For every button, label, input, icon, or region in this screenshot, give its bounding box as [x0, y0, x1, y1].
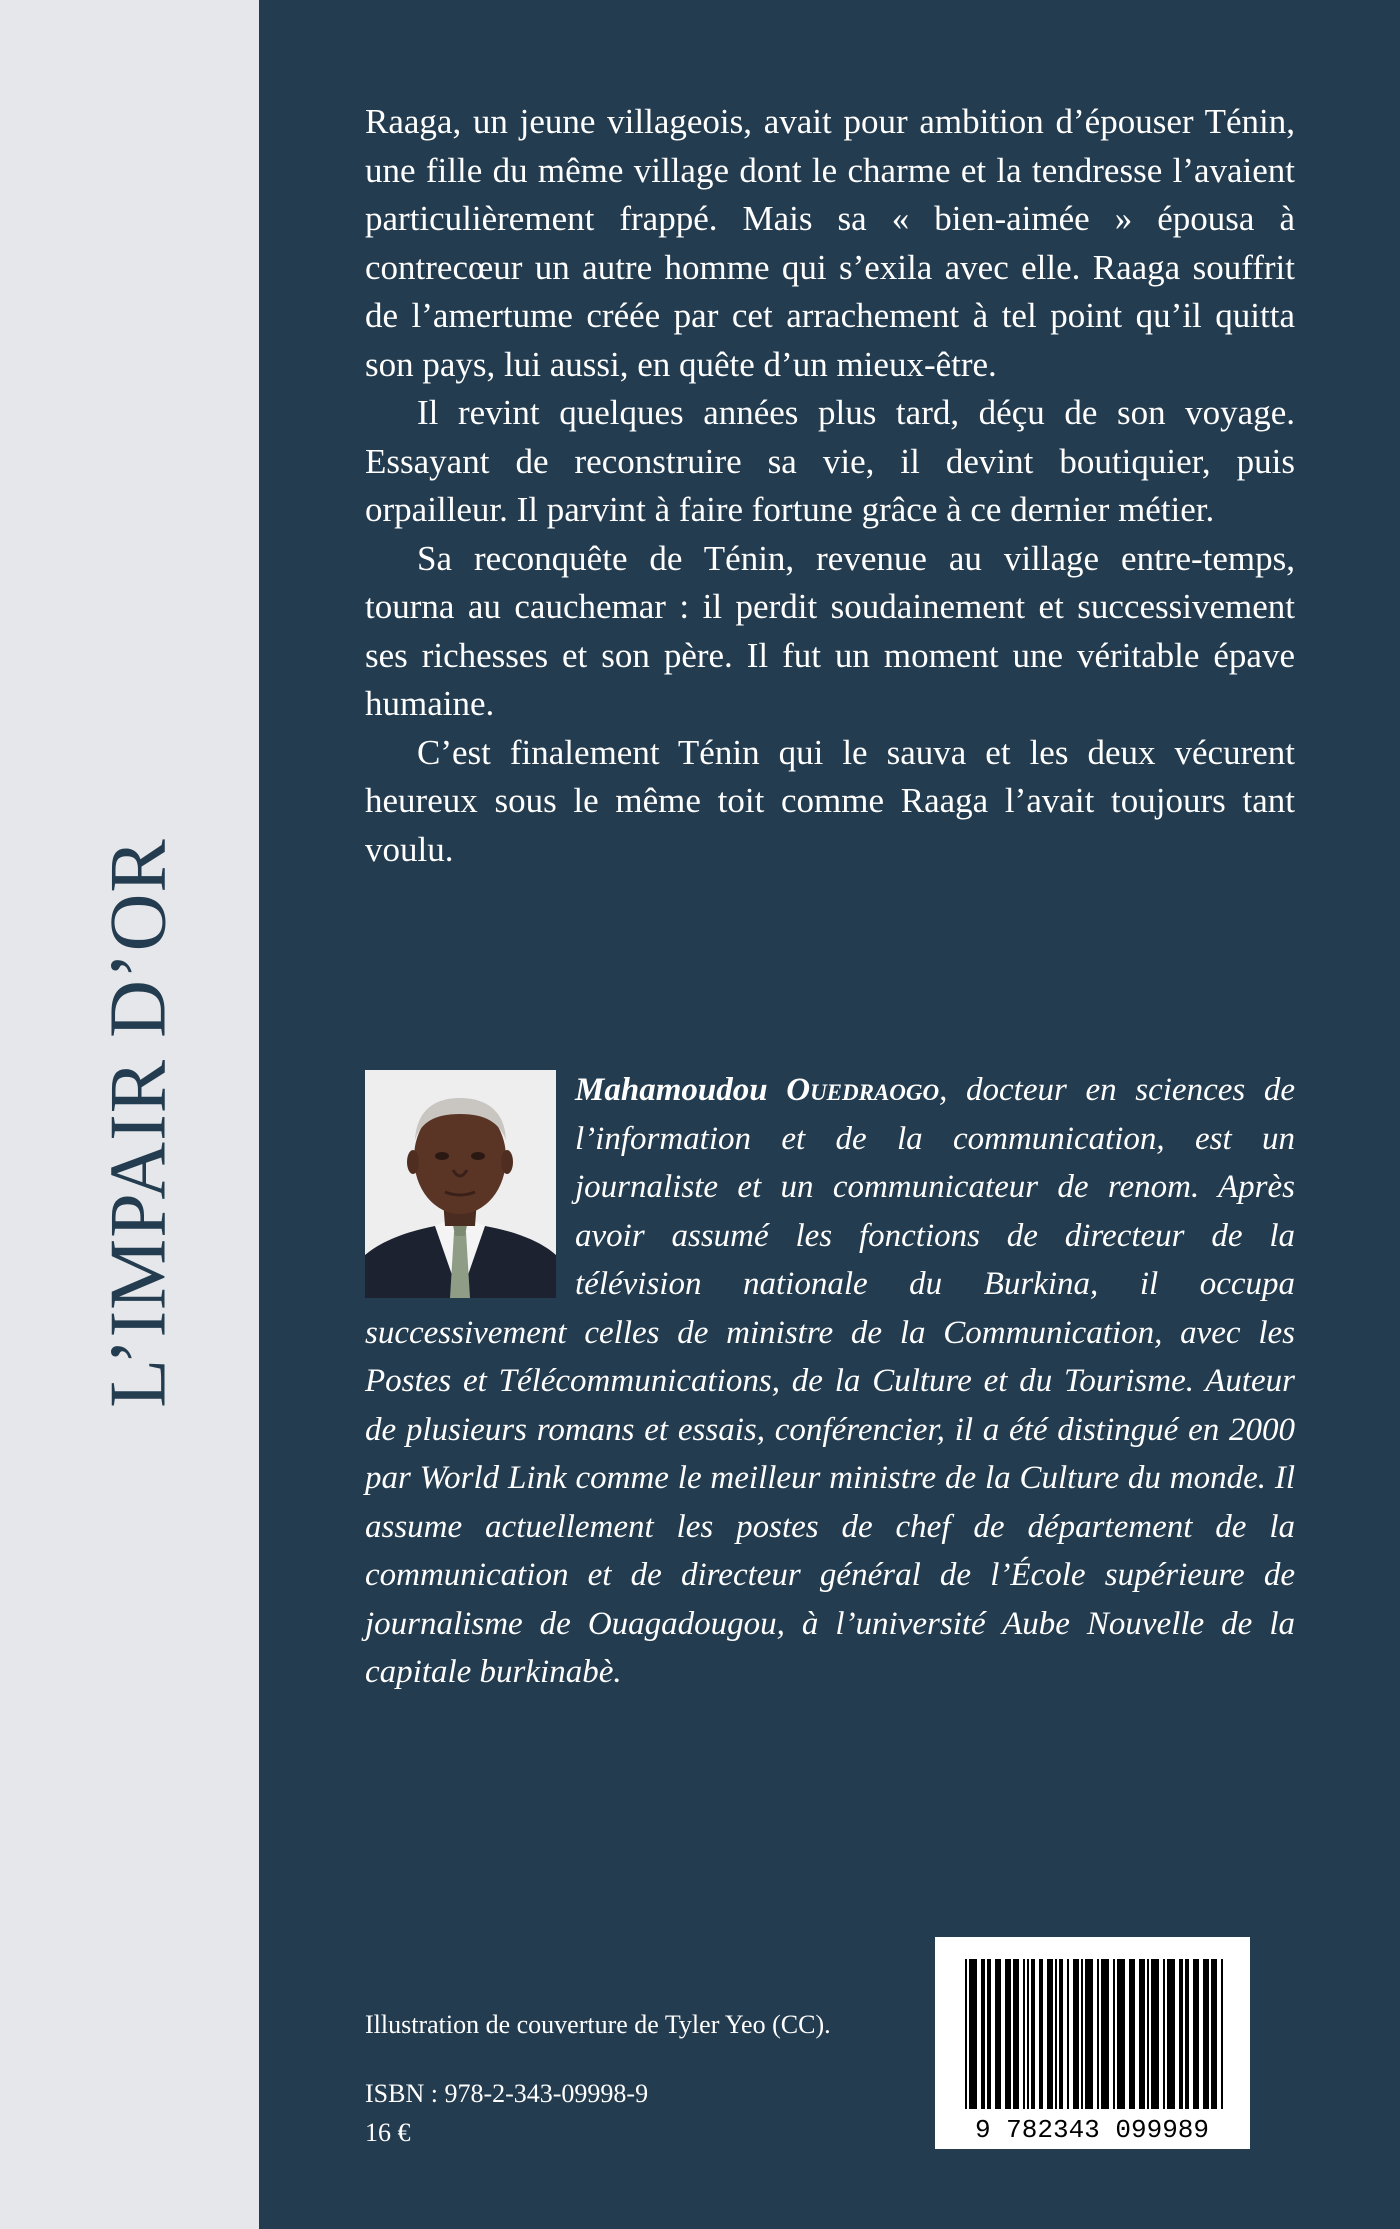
illustration-credit: Illustration de couverture de Tyler Yeo (CC).: [365, 2010, 831, 2039]
summary-paragraph: Il revint quelques années plus tard, déçu de son voyage. Essayant de reconstruire sa vie, il devint boutiquier, puis orpailleur. Il parvint à faire fortune grâce à ce dernier métier.: [365, 393, 1295, 529]
barcode-bar: [1067, 1959, 1069, 2109]
summary-paragraph: C’est finalement Ténin qui le sauva et les deux vécurent heureux sous le même toit comme Raaga l’avait toujours tant voulu.: [365, 732, 1295, 869]
price: 16 €: [365, 2118, 411, 2147]
barcode-bar: [1163, 1959, 1165, 2109]
barcode-bar: [1117, 1959, 1125, 2109]
book-summary: [365, 98, 1295, 874]
barcode-bar: [1027, 1959, 1029, 2109]
barcode-bar: [1129, 1959, 1135, 2109]
barcode-bar: [965, 1959, 967, 2109]
barcode-bar: [1101, 1959, 1109, 2109]
barcode-bar: [1179, 1959, 1183, 2109]
barcode-bar: [1085, 1959, 1093, 2109]
barcode-bar: [995, 1959, 1001, 2109]
barcode-bar: [1055, 1959, 1057, 2109]
author-bio: [365, 1066, 1295, 1697]
barcode-bar: [1031, 1959, 1035, 2109]
barcode-bar: [1151, 1959, 1159, 2109]
barcode-bar: [1023, 1959, 1025, 2109]
barcode-bar: [1211, 1959, 1217, 2109]
barcode-bar: [987, 1959, 991, 2109]
author-first-name: Mahamoudou: [575, 1072, 768, 1108]
barcode-bar: [1139, 1959, 1145, 2109]
barcode-bar: [1147, 1959, 1149, 2109]
barcode-graphic: [935, 1937, 1250, 2149]
barcode-bar: [1193, 1959, 1199, 2109]
spine-title: L’IMPAIR D’OR: [94, 838, 183, 1408]
barcode-bar: [1013, 1959, 1019, 2109]
barcode-bar: [981, 1959, 985, 2109]
summary-paragraph: Sa reconquête de Ténin, revenue au village entre-temps, tourna au cauchemar : il perdit soudainement et successivement ses richesses et son père. Il fut un moment une véritable épave humaine.: [365, 538, 1295, 723]
barcode-bar: [1221, 1959, 1223, 2109]
barcode-bar: [969, 1959, 977, 2109]
barcode-bar: [1167, 1959, 1175, 2109]
barcode: [935, 1937, 1250, 2149]
isbn: ISBN : 978-2-343-09998-9: [365, 2079, 649, 2108]
barcode-bar: [1073, 1959, 1079, 2109]
barcode-bar: [1047, 1959, 1053, 2109]
barcode-bar: [1081, 1959, 1083, 2109]
author-last-name: Ouedraogo: [786, 1072, 940, 1108]
summary-paragraph: Raaga, un jeune villageois, avait pour ambition d’épouser Ténin, une fille du même village dont le charme et la tendresse l’avaient particulièrement frappé. Mais sa « bien-aimée » épousa à contrecœur un autre homme qui s’exila avec elle. Raaga souffrit de l’amertume créée par cet arrachement à tel point qu’il quitta son pays, lui aussi, en quête d’un mieux-être.: [365, 102, 1295, 384]
barcode-bar: [1005, 1959, 1011, 2109]
barcode-bar: [1039, 1959, 1043, 2109]
barcode-digits: 9 782343 099989: [974, 2115, 1210, 2145]
barcode-bar: [1097, 1959, 1099, 2109]
barcode-bar: [1059, 1959, 1063, 2109]
author-bio-text: , docteur en sciences de l’information et de la communication, est un journaliste et un communicateur de renom. Après avoir assumé les fonctions de directeur de la télévision nationale du Burkina, il occupa successivement celles de ministre de la Communication, avec les Postes et Télécommunications, de la Culture et du Tourisme. Auteur de plusieurs romans et essais, conférencier, il a été distingué en 2000 par World Link comme le meilleur ministre de la Culture du monde. Il assume actuellement les postes de chef de département de la communication et de directeur général de l’École supérieure de journalisme de Ouagadougou, à l’université Aube Nouvelle de la capitale burkinabè.: [365, 1072, 1296, 1690]
barcode-bar: [1113, 1959, 1115, 2109]
spine: [0, 0, 259, 2229]
barcode-bar: [1185, 1959, 1189, 2109]
barcode-bar: [1203, 1959, 1209, 2109]
